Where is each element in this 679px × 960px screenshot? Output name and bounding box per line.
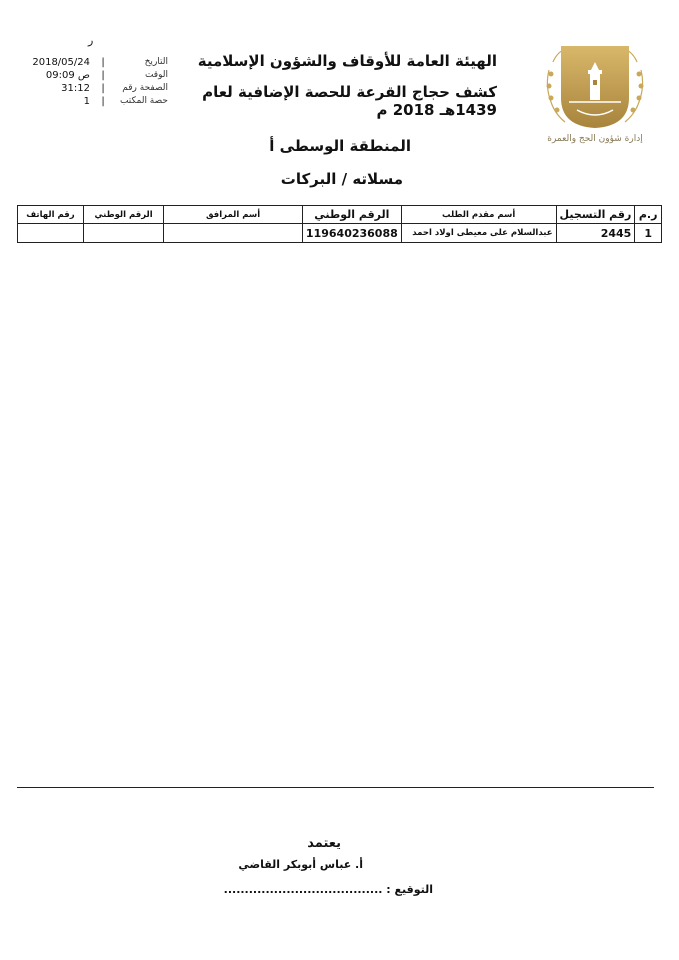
table-cell: 2445: [556, 224, 635, 243]
office-title: مسلاته / البركات: [280, 170, 403, 188]
column-header: أسم مقدم الطلب: [401, 206, 556, 224]
organization-title: الهيئة العامة للأوقاف والشؤون الإسلامية: [197, 52, 497, 70]
table-cell: [18, 224, 84, 243]
table-cell: [83, 224, 163, 243]
meta-row-page: 31:12 | الصفحة رقم: [28, 82, 168, 95]
meta-row-time: 09:09 ص | الوقت: [28, 69, 168, 82]
signature-line: التوقيع : ......................................: [223, 883, 433, 896]
table-cell: 119640236088: [302, 224, 401, 243]
table-cell: عبدالسلام على معيطى اولاد احمد: [401, 224, 556, 243]
logo-emblem-icon: [543, 40, 647, 132]
organization-logo: [543, 40, 647, 152]
column-header: أسم المرافق: [164, 206, 303, 224]
stray-mark: ر: [88, 34, 94, 47]
pilgrims-table: [17, 205, 662, 243]
meta-time-label: الوقت: [144, 70, 168, 80]
meta-date-label: التاريخ: [144, 57, 168, 67]
table-cell: 1: [635, 224, 662, 243]
table-row: [18, 224, 662, 243]
meta-page-label: الصفحة رقم: [122, 83, 168, 93]
meta-quota-value: 1: [83, 96, 90, 107]
region-title: المنطقة الوسطى أ: [269, 137, 411, 155]
column-header: رقم الهاتف: [18, 206, 84, 224]
meta-page-value: 31:12: [61, 83, 90, 94]
meta-quota-label: حصة المكتب: [119, 96, 168, 106]
document-header: [167, 50, 497, 119]
column-header: الرقم الوطني: [302, 206, 401, 224]
document-meta: [28, 56, 168, 108]
meta-time-value: 09:09 ص: [45, 70, 90, 81]
meta-row-quota: 1 | حصة المكتب: [28, 95, 168, 108]
table-header-row: [18, 206, 662, 224]
table-cell: [164, 224, 303, 243]
column-header: الرقم الوطني: [83, 206, 163, 224]
logo-caption: إدارة شؤون الحج والعمرة: [547, 134, 643, 144]
approval-label: يعتمد: [307, 836, 341, 851]
footer-divider: [17, 787, 654, 788]
meta-row-date: 2018/05/24 | التاريخ: [28, 56, 168, 69]
document-title: كشف حجاج القرعة للحصة الإضافية لعام: [202, 83, 497, 101]
document-year: 1439هـ 2018 م: [376, 101, 497, 119]
column-header: رقم التسجيل: [556, 206, 635, 224]
column-header: ر.م: [635, 206, 662, 224]
signer-name: أ. عباس أبوبكر القاضي: [238, 858, 363, 871]
meta-date-value: 2018/05/24: [32, 57, 90, 68]
